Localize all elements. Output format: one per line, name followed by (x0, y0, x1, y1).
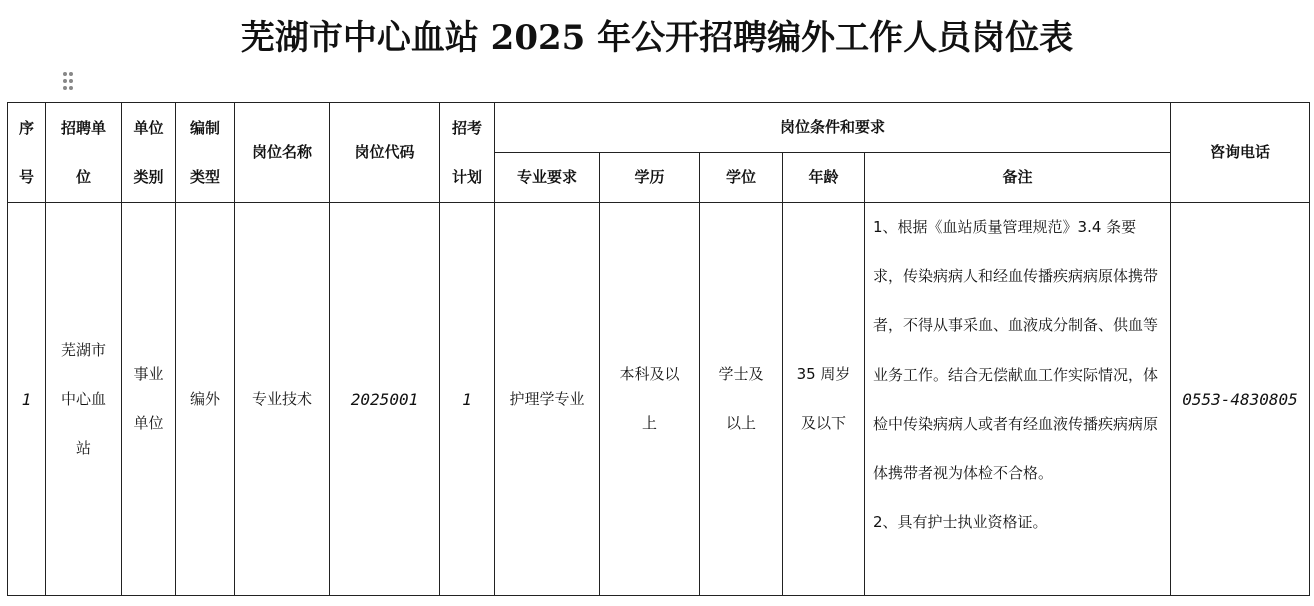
header-staff-type: 编制类型 (176, 103, 235, 203)
header-age: 年龄 (783, 153, 865, 203)
header-degree: 学位 (700, 153, 783, 203)
cell-age: 35 周岁及以下 (783, 203, 865, 596)
header-conditions: 岗位条件和要求 (495, 103, 1171, 153)
cell-post-code: 2025001 (330, 203, 440, 596)
cell-unit: 芜湖市中心血站 (46, 203, 122, 596)
cell-seq: 1 (8, 203, 46, 596)
header-row-top (8, 103, 1310, 153)
header-unit: 招聘单位 (46, 103, 122, 203)
header-remarks: 备注 (865, 153, 1171, 203)
header-major: 专业要求 (495, 153, 600, 203)
cell-post-name: 专业技术 (235, 203, 330, 596)
cell-unit-type: 事业单位 (122, 203, 176, 596)
cell-education: 本科及以上 (600, 203, 700, 596)
job-positions-table (7, 102, 1310, 596)
header-education: 学历 (600, 153, 700, 203)
cell-degree: 学士及以上 (700, 203, 783, 596)
remark-item-2: 2、具有护士执业资格证。 (873, 513, 1048, 532)
cell-staff-type: 编外 (176, 203, 235, 596)
cell-plan: 1 (440, 203, 495, 596)
header-plan: 招考计划 (440, 103, 495, 203)
header-phone: 咨询电话 (1171, 103, 1310, 203)
header-unit-type: 单位类别 (122, 103, 176, 203)
cell-phone: 0553-4830805 (1171, 203, 1310, 596)
table-row (8, 203, 1310, 596)
page-title: 芜湖市中心血站 2025 年公开招聘编外工作人员岗位表 (240, 18, 1074, 58)
header-seq: 序号 (8, 103, 46, 203)
header-post-code: 岗位代码 (330, 103, 440, 203)
header-post-name: 岗位名称 (235, 103, 330, 203)
cell-remarks (865, 203, 1171, 596)
table-drag-handle-icon[interactable] (60, 70, 76, 92)
remark-item-1: 1、根据《血站质量管理规范》3.4 条要求，传染病病人和经血传播疾病病原体携带者，不得从事采血、血液成分制备、供血等业务工作。结合无偿献血工作实际情况，体检中传染病病人或者有经血液传播疾病病原体携带者视为体检不合格。 (873, 218, 1159, 483)
cell-major: 护理学专业 (495, 203, 600, 596)
